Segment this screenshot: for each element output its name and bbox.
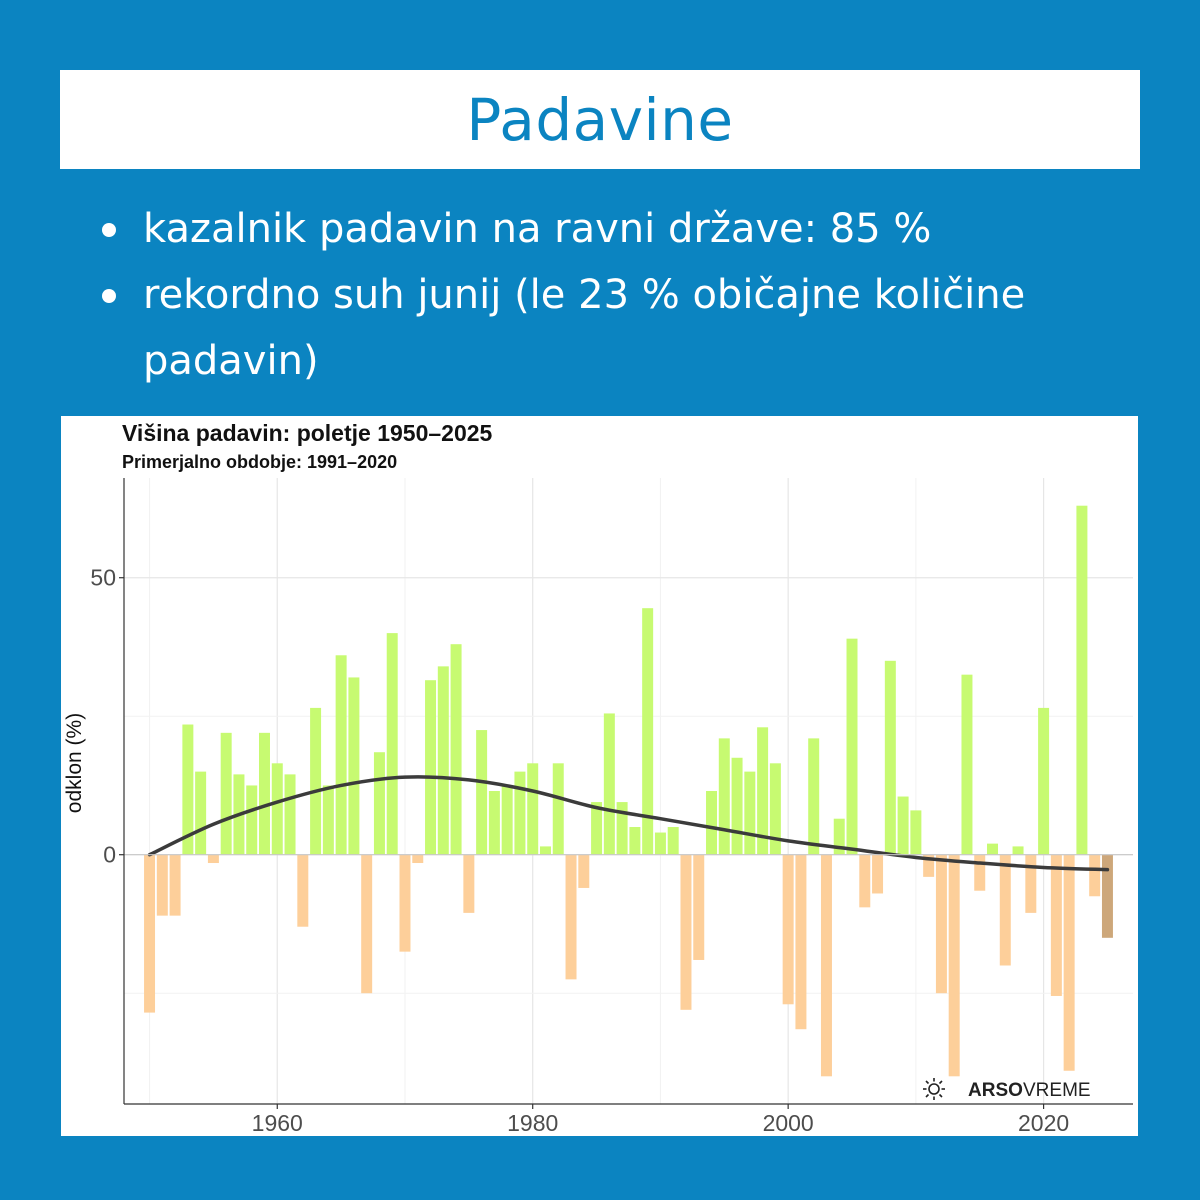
bar-2000 — [783, 855, 794, 1005]
bar-1977 — [489, 791, 500, 855]
bullet-dot-icon — [102, 289, 116, 303]
bar-2003 — [821, 855, 832, 1077]
x-tick-label: 1960 — [251, 1110, 303, 1136]
bar-1966 — [348, 677, 359, 854]
bar-1960 — [272, 763, 283, 854]
bar-2024 — [1089, 855, 1100, 897]
bar-1956 — [221, 733, 232, 855]
bar-1986 — [604, 713, 615, 854]
bar-2021 — [1051, 855, 1062, 996]
bar-2001 — [795, 855, 806, 1030]
bar-1990 — [655, 833, 666, 855]
bar-1982 — [553, 763, 564, 854]
bar-1995 — [719, 738, 730, 854]
bar-1996 — [732, 758, 743, 855]
bar-2012 — [936, 855, 947, 993]
bar-1958 — [246, 785, 257, 854]
bar-2014 — [961, 675, 972, 855]
bar-2008 — [885, 661, 896, 855]
bar-1991 — [668, 827, 679, 855]
chart-panel — [61, 416, 1138, 1136]
y-tick-label: 50 — [90, 564, 116, 591]
bar-1976 — [476, 730, 487, 855]
bar-1992 — [680, 855, 691, 1010]
bar-2016 — [987, 844, 998, 855]
bar-2002 — [808, 738, 819, 854]
bar-2010 — [910, 810, 921, 854]
bar-1979 — [514, 772, 525, 855]
chart-title: Višina padavin: poletje 1950–2025 — [122, 420, 493, 446]
bar-1997 — [744, 772, 755, 855]
y-axis-label: odklon (%) — [63, 712, 86, 814]
y-tick-label: 0 — [103, 841, 116, 868]
slide-title-box — [60, 70, 1140, 169]
bullet-text: kazalnik padavin na ravni države: 85 % — [143, 206, 932, 252]
bar-1964 — [323, 785, 334, 854]
bar-1962 — [297, 855, 308, 927]
logo-vreme: VREME — [1023, 1080, 1091, 1101]
x-tick-label: 2020 — [1018, 1110, 1070, 1136]
bar-1987 — [617, 802, 628, 855]
bar-2022 — [1064, 855, 1075, 1071]
bar-1978 — [502, 785, 513, 854]
bar-1963 — [310, 708, 321, 855]
bar-1983 — [566, 855, 577, 980]
bullet-item — [100, 262, 1160, 394]
bullet-text: rekordno suh junij (le 23 % običajne količine padavin) — [143, 272, 1026, 384]
bar-1975 — [463, 855, 474, 913]
bar-1970 — [399, 855, 410, 952]
bar-2019 — [1025, 855, 1036, 913]
bar-1961 — [285, 774, 296, 854]
bullet-item — [100, 196, 1160, 262]
bar-2018 — [1013, 846, 1024, 854]
bar-1955 — [208, 855, 219, 863]
bar-1959 — [259, 733, 270, 855]
bar-2020 — [1038, 708, 1049, 855]
bar-2017 — [1000, 855, 1011, 966]
bar-1950 — [144, 855, 155, 1013]
bar-1973 — [438, 666, 449, 854]
bar-1972 — [425, 680, 436, 855]
bar-1980 — [527, 763, 538, 854]
bar-2013 — [949, 855, 960, 1077]
logo-arso: ARSO — [968, 1080, 1023, 1101]
bar-1969 — [387, 633, 398, 855]
bar-2005 — [847, 639, 858, 855]
bar-1952 — [170, 855, 181, 916]
bar-1954 — [195, 772, 206, 855]
bar-1994 — [706, 791, 717, 855]
bar-2009 — [898, 797, 909, 855]
bar-2006 — [859, 855, 870, 908]
bar-1968 — [374, 752, 385, 854]
chart-subtitle: Primerjalno obdobje: 1991–2020 — [122, 452, 398, 472]
bar-series — [144, 506, 1113, 1077]
bar-1967 — [361, 855, 372, 993]
bar-2007 — [872, 855, 883, 894]
bullet-dot-icon — [102, 223, 116, 237]
slide-title: Padavine — [466, 85, 734, 154]
arso-vreme-logo — [923, 1078, 1091, 1101]
sun-icon — [923, 1078, 945, 1100]
bar-2023 — [1076, 506, 1087, 855]
axes — [119, 478, 1133, 1109]
x-tick-label: 1980 — [507, 1110, 559, 1136]
bar-1981 — [540, 846, 551, 854]
bullet-list — [100, 196, 1160, 394]
bar-1965 — [336, 655, 347, 854]
bar-1974 — [451, 644, 462, 855]
bar-2015 — [974, 855, 985, 891]
bar-1984 — [578, 855, 589, 888]
x-tick-label: 2000 — [762, 1110, 814, 1136]
bar-2025 — [1102, 855, 1113, 938]
precipitation-chart — [61, 416, 1138, 1136]
bar-1951 — [157, 855, 168, 916]
bar-1971 — [412, 855, 423, 863]
bar-1988 — [629, 827, 640, 855]
bar-1993 — [693, 855, 704, 960]
